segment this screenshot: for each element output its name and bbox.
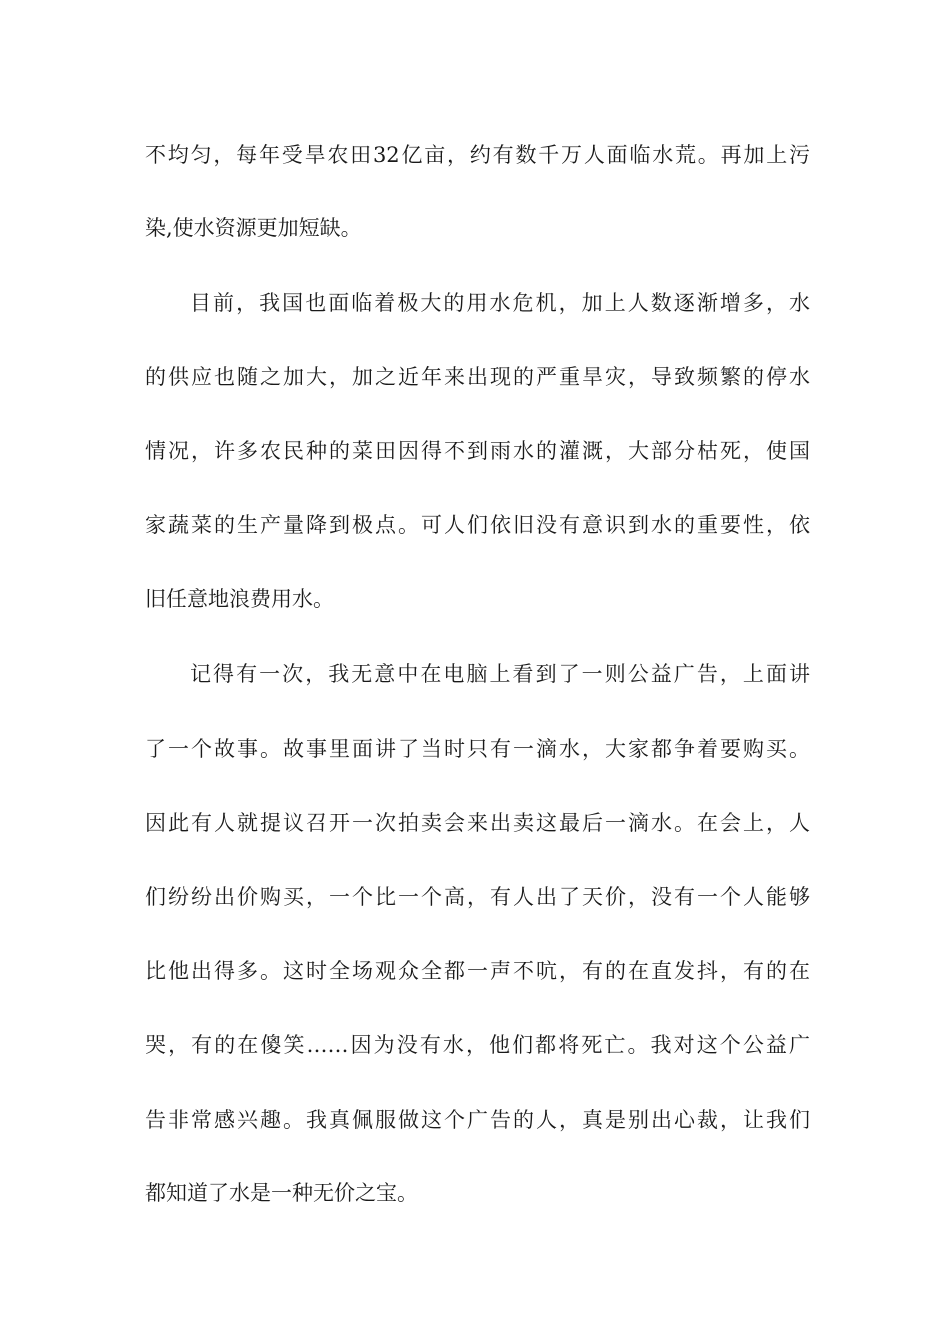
text-line: 记得有一次，我无意中在电脑上看到了一则公益广告，上面讲 [190, 662, 810, 686]
text-line: 不均匀，每年受旱农田32亿亩，约有数千万人面临水荒。再加上污 [145, 143, 810, 167]
text-line: 告非常感兴趣。我真佩服做这个广告的人，真是别出心裁，让我们 [145, 1108, 810, 1132]
text-line: 哭，有的在傻笑……因为没有水，他们都将死亡。我对这个公益广 [145, 1033, 810, 1057]
text-line: 家蔬菜的生产量降到极点。可人们依旧没有意识到水的重要性，依 [145, 513, 810, 537]
text-line: 的供应也随之加大，加之近年来出现的严重旱灾，导致频繁的停水 [145, 365, 810, 389]
text-line: 目前，我国也面临着极大的用水危机，加上人数逐渐增多，水 [190, 291, 810, 315]
text-line: 了一个故事。故事里面讲了当时只有一滴水，大家都争着要购买。 [145, 737, 810, 761]
text-line: 情况，许多农民种的菜田因得不到雨水的灌溉，大部分枯死，使国 [145, 439, 810, 463]
text-line: 比他出得多。这时全场观众全都一声不吭，有的在直发抖，有的在 [145, 959, 810, 983]
text-line: 旧任意地浪费用水。 [145, 587, 334, 611]
text-line: 染,使水资源更加短缺。 [145, 216, 362, 240]
text-line: 因此有人就提议召开一次拍卖会来出卖这最后一滴水。在会上，人 [145, 811, 810, 835]
text-line: 们纷纷出价购买，一个比一个高，有人出了天价，没有一个人能够 [145, 885, 810, 909]
text-line: 都知道了水是一种无价之宝。 [145, 1181, 418, 1205]
